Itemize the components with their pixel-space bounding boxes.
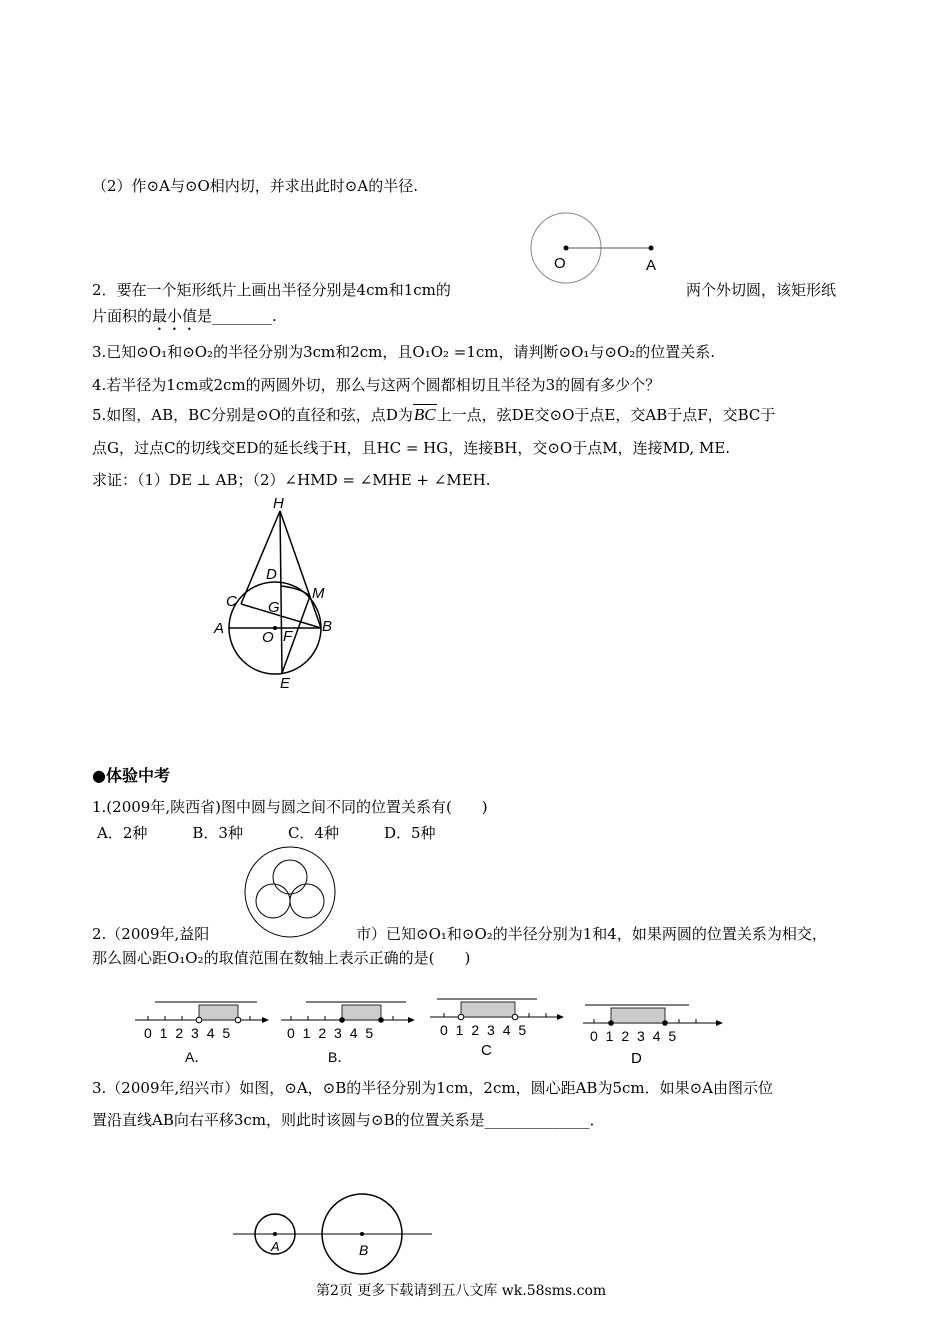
q2-part2: （2）作⊙A与⊙O相内切，并求出此时⊙A的半径. <box>92 177 418 195</box>
p2-emphasis: 最小值 <box>152 307 198 325</box>
p2-line2a: 片面积的 <box>92 307 153 325</box>
e1-options: A．2种 B．3种 C．4种 D．5种 <box>97 824 436 842</box>
label-m: M <box>312 585 325 602</box>
footer: 第2页 更多下载请到五八文库 wk.58sms.com <box>316 1283 607 1299</box>
e2-line2: 那么圆心距O₁O₂的取值范围在数轴上表示正确的是( ) <box>92 949 471 967</box>
p2-line1a: 2．要在一个矩形纸片上画出半径分别是4cm和1cm的 <box>92 281 451 299</box>
point-b3 <box>360 1232 364 1236</box>
figure-circle-o-a <box>525 208 665 290</box>
numberline-b[interactable] <box>276 996 416 1066</box>
numberline-d[interactable] <box>578 993 726 1069</box>
p5-line3: 求证：（1）DE ⊥ AB；（2）∠HMD = ∠MHE + ∠MEH. <box>92 471 491 489</box>
p5-line1b: 上一点，弦DE交⊙O于点E，交AB于点F，交BC于 <box>436 406 776 424</box>
e2-line1b: 市）已知⊙O₁和⊙O₂的半径分别为1和4，如果两圆的位置关系为相交， <box>356 925 827 943</box>
p5-line1 <box>92 405 775 425</box>
numberline-b-ticks: 0 1 2 3 4 5 <box>287 1025 376 1041</box>
numberline-d-label: D <box>631 1050 642 1067</box>
label-f: F <box>283 628 293 645</box>
label-o2: O <box>262 629 274 646</box>
numberline-c-ticks: 0 1 2 3 4 5 <box>440 1022 529 1038</box>
line-he <box>280 511 282 673</box>
label-e: E <box>280 675 291 692</box>
inner-circle-left <box>256 884 290 918</box>
e1-question: 1.(2009年,陕西省)图中圆与圆之间不同的位置关系有( ) <box>92 798 488 816</box>
line-hb <box>280 511 321 628</box>
p2-line2c: 是________. <box>197 307 277 325</box>
p4: 4.若半径为1cm或2cm的两圆外切，那么与这两个圆都相切且半径为3的圆有多少个？ <box>92 376 661 394</box>
line-hc <box>241 511 280 604</box>
label-a: A <box>646 257 657 274</box>
numberline-c-label: C <box>481 1042 492 1059</box>
label-g: G <box>268 599 280 616</box>
numberline-c[interactable] <box>425 993 565 1063</box>
inner-circle-top <box>273 860 307 894</box>
numberline-a-label: A． <box>185 1049 209 1065</box>
label-b2: B <box>322 618 333 635</box>
numberline-d-ticks: 0 1 2 3 4 5 <box>590 1028 679 1044</box>
arc-bc: BC <box>413 405 436 424</box>
p5-line1a: 5.如图，AB，BC分别是⊙O的直径和弦，点D为 <box>92 406 413 424</box>
label-c: C <box>226 593 237 610</box>
label-a3: A <box>271 1239 280 1254</box>
p5-line2: 点G，过点C的切线交ED的延长线于H，且HC = HG，连接BH，交⊙O于点M，连接MD, ME. <box>92 439 731 457</box>
p3: 3.已知⊙O₁和⊙O₂的半径分别为3cm和2cm，且O₁O₂ =1cm，请判断⊙O₁与⊙O₂的位置关系. <box>92 343 716 361</box>
numberline-a[interactable] <box>130 996 270 1066</box>
label-h: H <box>273 495 284 512</box>
label-d: D <box>266 566 277 583</box>
e2-line1a: 2.（2009年,益阳 <box>92 925 210 943</box>
point-o <box>564 246 569 251</box>
point-a <box>649 246 654 251</box>
label-b3: B <box>359 1242 369 1258</box>
figure-four-circles <box>243 845 338 940</box>
e3-line1: 3.（2009年,绍兴市）如图，⊙A，⊙B的半径分别为1cm，2cm，圆心距AB为5cm．如果⊙A由图示位 <box>92 1079 774 1097</box>
point-a3 <box>273 1232 277 1236</box>
label-o: O <box>554 255 566 272</box>
figure-circles-a-b <box>230 1188 435 1278</box>
section-title: ●体验中考 <box>92 766 170 785</box>
figure-geometry-hmd <box>205 495 350 695</box>
e3-line2: 置沿直线AB向右平移3cm，则此时该圆与⊙B的位置关系是______________． <box>92 1111 605 1129</box>
label-a2: A <box>214 620 225 637</box>
numberline-b-label: B． <box>328 1049 352 1065</box>
p2-line2 <box>92 306 277 334</box>
numberline-a-ticks: 0 1 2 3 4 5 <box>144 1025 233 1041</box>
inner-circle-right <box>290 884 324 918</box>
p2-line1b: 两个外切圆，该矩形纸 <box>686 281 837 299</box>
